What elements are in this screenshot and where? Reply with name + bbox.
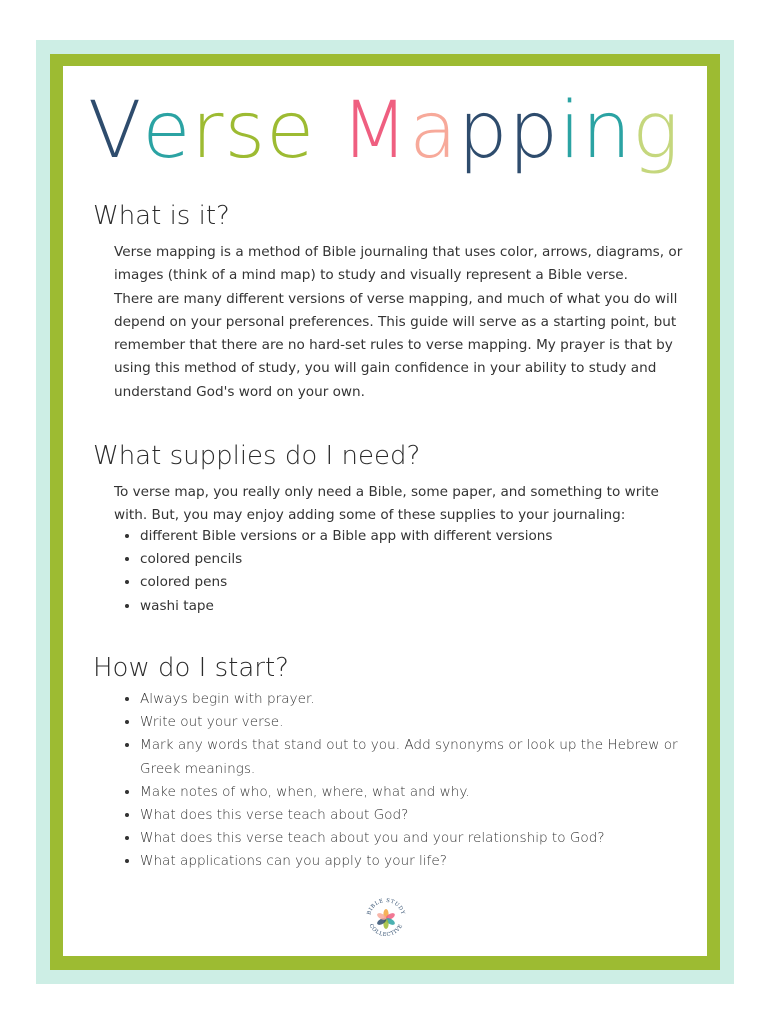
what-paragraph-1: Verse mapping is a method of Bible journaling that uses color, arrows, diagrams, or images (think of a mind map) to study and visually represent a Bible verse. — [114, 244, 683, 284]
title-letter: r — [191, 86, 225, 176]
title-letter: p — [458, 86, 509, 176]
title-letter — [315, 92, 341, 170]
title-letter: g — [632, 86, 680, 176]
list-item: • Always begin with prayer. — [140, 688, 710, 711]
page-title — [0, 86, 768, 176]
title-letter: p — [508, 86, 560, 176]
heading-what-is-it: What is it? — [93, 201, 230, 231]
title-letter: e — [266, 86, 316, 176]
list-item: • different Bible versions or a Bible app with different versions — [140, 525, 710, 548]
title-letter: M — [340, 86, 410, 176]
logo-bottom-text: COLLECTIVE — [367, 923, 405, 939]
title-letter: i — [559, 86, 582, 176]
what-paragraph-2: There are many different versions of verse mapping, and much of what you do will depend on your personal preferences. This guide will serve as a starting point, but remember that there are no hard-set rules to verse mapping. My prayer is that by using this method of study, you will gain confidence in your ability to study and understand God's word on your own. — [114, 290, 678, 400]
list-item: • What does this verse teach about God? — [140, 804, 710, 827]
heading-supplies: What supplies do I need? — [93, 441, 421, 471]
list-item: • Write out your verse. — [140, 711, 710, 734]
what-is-it-text — [114, 241, 694, 404]
list-item: • colored pencils — [140, 548, 710, 571]
flower-logo-icon — [362, 894, 410, 942]
supplies-list — [114, 525, 710, 618]
supplies-paragraph: To verse map, you really only need a Bible, some paper, and something to write with. But, you may enjoy adding some of these supplies to your journaling: — [114, 484, 659, 524]
start-list — [114, 688, 710, 874]
list-item: • What applications can you apply to your life? — [140, 850, 710, 873]
logo-top-text: BIBLE STUDY — [366, 897, 406, 916]
title-letter: e — [142, 86, 192, 176]
title-letter: a — [409, 86, 459, 176]
list-item: • washi tape — [140, 595, 710, 618]
supplies-text — [114, 481, 694, 528]
list-item: • colored pens — [140, 571, 710, 594]
list-item: • Make notes of who, when, where, what and why. — [140, 781, 710, 804]
title-letter: n — [581, 86, 633, 176]
list-item: • What does this verse teach about you and your relationship to God? — [140, 827, 710, 850]
heading-how-do-i-start: How do I start? — [93, 653, 289, 683]
title-letter: s — [224, 86, 267, 176]
title-letter: V — [88, 86, 143, 176]
list-item: • Mark any words that stand out to you. Add synonyms or look up the Hebrew or Greek meanings. — [140, 734, 710, 780]
